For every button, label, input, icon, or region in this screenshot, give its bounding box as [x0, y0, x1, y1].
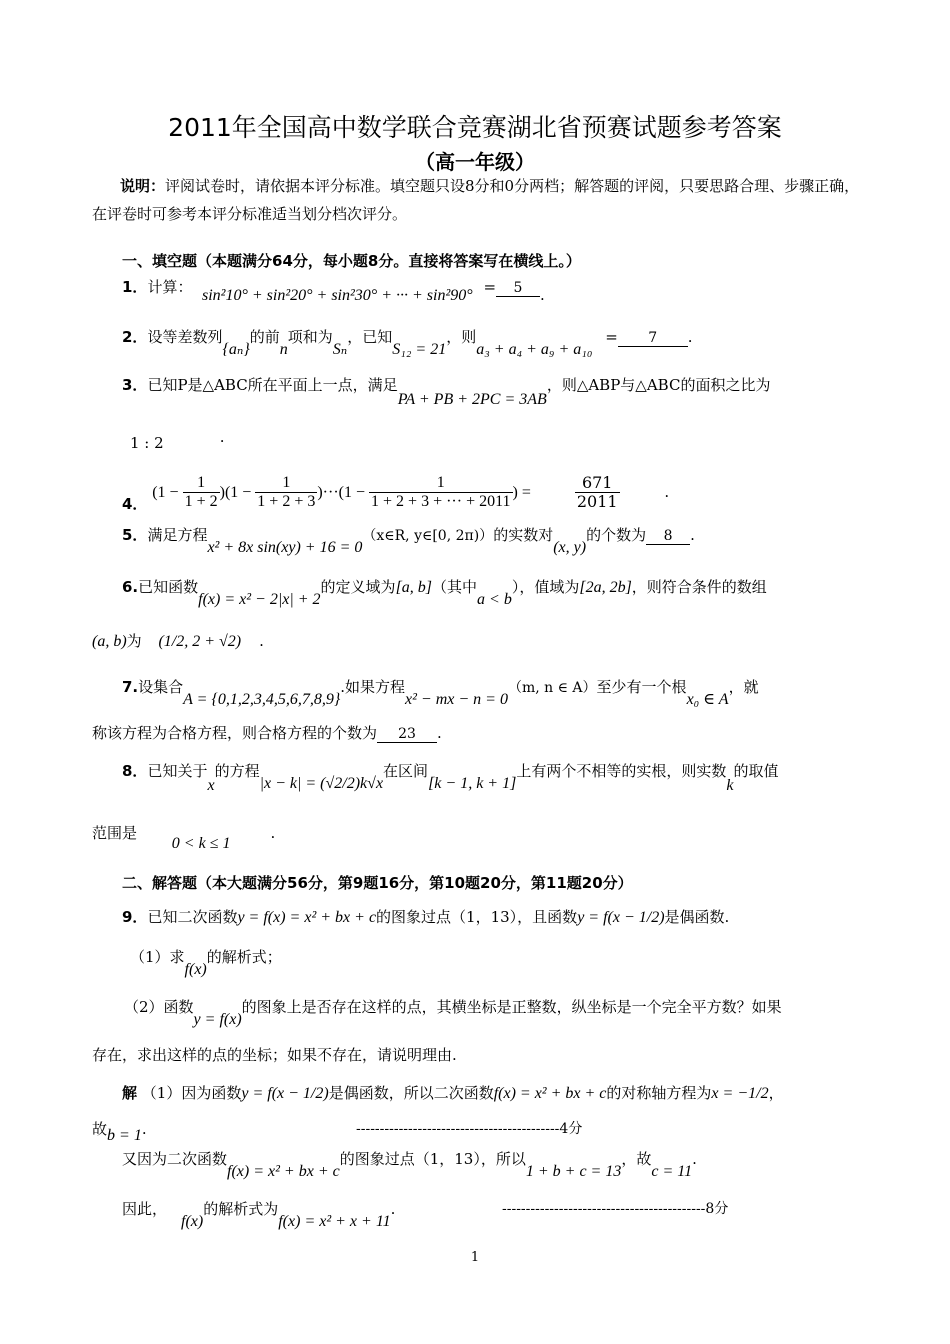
sol-l3b: f(x) = x² + bx + c — [227, 1163, 340, 1180]
q8-t5: 的取值 — [733, 762, 779, 780]
q6-t4: ），值域为 — [511, 578, 580, 596]
q5-t2: 的实数对 — [493, 526, 554, 544]
q5-number: 5． — [122, 526, 148, 544]
q4-answer — [575, 474, 620, 511]
q8-t1: 已知关于 — [147, 762, 208, 780]
q9-p2t: 的图象上是否存在这样的点，其横坐标是正整数，纵坐标是一个完全平方数？如果 — [241, 998, 782, 1016]
sol-l3c: 的图象过点（1，13），所以 — [339, 1150, 526, 1168]
q6-answer: (1/2, 2 + √2) — [158, 633, 242, 650]
q4-number: 4． — [122, 494, 148, 513]
q6-pair: (a, b) — [92, 633, 127, 650]
q2-answer: 7 — [618, 330, 688, 347]
grading-note — [92, 172, 862, 228]
solution-line-4 — [122, 1198, 862, 1230]
q2-t5: ，则 — [446, 328, 477, 346]
sol-l1f: x = −1/2 — [711, 1085, 769, 1102]
q6-t1: 已知函数 — [138, 578, 199, 596]
q2-expr: a₃ + a₄ + a₉ + a₁₀ — [476, 341, 593, 358]
q6-number: 6. — [122, 578, 139, 596]
solution-label: 解 — [122, 1084, 138, 1102]
q9-t2: 的图象过点（1，13），且函数 — [376, 908, 578, 926]
question-4: 4． (1 − $\frac{1}{1 + 2}$ )(1 − $\frac{1}{1 + 2 + 3}$ )···(1 − $\frac{1}{1 + 2 + 3 + \cdot\cdot\cdot + 2011}$ ) = $\frac{671}{2011}$ . — [122, 473, 670, 513]
sol-l3a: 又因为二次函数 — [122, 1150, 228, 1168]
q7-t2: .如果方程 — [340, 678, 406, 696]
q2-t2: 的前 — [249, 328, 280, 346]
q8-number: 8． — [122, 762, 148, 780]
q8-k: k — [726, 777, 734, 794]
q8-answer-line: 范围是 0 < k ≤ 1. — [92, 824, 276, 852]
question-7 — [122, 676, 862, 708]
q4-expr: (1 − $\frac{1}{1 + 2}$ )(1 − $\frac{1}{1 + 2 + 3}$ )···(1 − $\frac{1}{1 + 2 + 3 + \cdot\cdot\cdot + 2011}$ ) = — [152, 474, 535, 511]
q1-answer: 5 — [496, 280, 540, 297]
q6-cond: a < b — [477, 591, 512, 608]
sol-l3g: . — [692, 1150, 697, 1168]
question-5: 5．满足方程x² + 8x sin(xy) + 16 = 0（x∈R, y∈[0, 2π)）的实数对(x, y)的个数为 8 . — [122, 526, 695, 556]
q7-t1: 设集合 — [138, 678, 184, 696]
q6-t2: 的定义域为 — [320, 578, 396, 596]
page-title: 2011年全国高中数学联合竞赛湖北省预赛试题参考答案 — [168, 113, 782, 142]
note-label: 说明： — [120, 177, 166, 195]
q9-number: 9． — [122, 908, 148, 926]
q2-t1: 设等差数列 — [147, 328, 223, 346]
q8-t6: 范围是 — [92, 824, 138, 842]
page-subtitle: （高一年级） — [415, 150, 535, 174]
q7-continued: 称该方程为合格方程，则合格方程的个数为 23 . — [92, 724, 442, 742]
question-8 — [122, 760, 862, 794]
q2-n: n — [279, 341, 288, 358]
q6-answer-line: (a, b)为 (1/2, 2 + √2) . — [92, 632, 264, 650]
q6-t3: （其中 — [432, 578, 478, 596]
question-9 — [122, 906, 862, 927]
solution-line-2 — [92, 1118, 147, 1144]
q7-root: x₀ ∈ A — [686, 691, 729, 708]
q5-expr: x² + 8x sin(xy) + 16 = 0 — [207, 539, 363, 556]
q8-t3: 在区间 — [383, 762, 429, 780]
q9-p2: （2）函数 — [124, 998, 194, 1016]
sol-l4a: 因此， — [122, 1200, 168, 1218]
q2-given: S₁₂ = 21 — [392, 341, 447, 358]
q1-expr: sin²10° + sin²20° + sin²30° + ··· + sin²90° — [202, 287, 473, 304]
q7-number: 7. — [122, 678, 139, 696]
sol-l3f: c = 11 — [651, 1163, 693, 1180]
q7-t5: 称该方程为合格方程，则合格方程的个数为 — [92, 724, 378, 742]
score-8: -------------------------------------------8分 — [502, 1201, 729, 1217]
section-solutions: 二、解答题（本大题满分56分，第9题16分，第10题20分，第11题20分） — [122, 874, 633, 892]
sol-l4c: 的解析式为 — [203, 1200, 279, 1218]
q8-interval: [k − 1, k + 1] — [428, 775, 517, 792]
sol-l3e: ，故 — [621, 1150, 652, 1168]
q2-t3: 项和为 — [287, 328, 333, 346]
score-4: -------------------------------------------4分 — [356, 1121, 583, 1137]
q3-answer: 1 : 2 — [130, 434, 164, 452]
q7-set: A = {0,1,2,3,4,5,6,7,8,9} — [183, 691, 341, 708]
q2-t4: ，已知 — [347, 328, 393, 346]
section-fill-in: 一、填空题（本题满分64分，每小题8分。直接将答案写在横线上。） — [122, 252, 581, 270]
q7-answer: 23 — [377, 726, 437, 743]
q7-eq: x² − mx − n = 0 — [405, 691, 508, 708]
q1-eq: = — [483, 278, 497, 296]
q6-domain: [a, b] — [395, 579, 433, 596]
q5-t3: 的个数为 — [586, 526, 647, 544]
q7-t3: 至少有一个根 — [596, 678, 687, 696]
q7-cond: （m, n ∈ A） — [507, 680, 597, 696]
q1-number: 1． — [122, 278, 148, 296]
q9-part-2 — [124, 996, 864, 1028]
sol-l1d: f(x) = x² + bx + c — [493, 1085, 607, 1102]
q8-eq: |x − k| = (√2/2)k√x — [259, 775, 384, 792]
sol-l1e: 的对称轴方程为 — [606, 1084, 712, 1102]
q6-t6: 为 — [126, 632, 142, 650]
solution-line-1 — [122, 1082, 862, 1103]
sol-l1c: 是偶函数，所以二次函数 — [328, 1084, 494, 1102]
q6-expr: f(x) = x² − 2|x| + 2 — [198, 591, 321, 608]
q9-f: y = f(x) = x² + bx + c — [237, 909, 377, 926]
q9-t1: 已知二次函数 — [147, 908, 238, 926]
q8-x: x — [207, 777, 215, 794]
solution-line-3 — [122, 1148, 862, 1180]
sol-l4d: f(x) = x² + x + 11 — [278, 1213, 391, 1230]
question-2: 2．设等差数列{aₙ}的前n项和为Sₙ，已知S₁₂ = 21，则a₃ + a₄ + a₉ + a₁₀ = 7 . — [122, 328, 693, 358]
note-text: 评阅试卷时，请依据本评分标准。填空题只设8分和0分两档；解答题的评阅，只要思路合理、步骤正确，在评卷时可参考本评分标准适当划分档次评分。 — [92, 177, 860, 223]
sol-l1a: （1）因为函数 — [141, 1084, 242, 1102]
q9-t3: 是偶函数. — [664, 908, 730, 926]
q4-answer-num: 671 — [575, 474, 620, 493]
sol-l3d: 1 + b + c = 13 — [525, 1163, 622, 1180]
q9-g: y = f(x − 1/2) — [577, 909, 665, 926]
q3-expr: PA + PB + 2PC = 3AB — [397, 391, 547, 408]
q2-number: 2． — [122, 328, 148, 346]
question-6 — [122, 576, 862, 608]
q3-t1: 已知P是△ABC所在平面上一点，满足 — [147, 376, 398, 394]
q8-t2: 的方程 — [214, 762, 260, 780]
q9-p1t: 的解析式； — [206, 948, 282, 966]
q1-text: 计算： — [147, 278, 193, 296]
q4-answer-den: 2011 — [576, 492, 618, 511]
sol-l1g: ， — [768, 1084, 784, 1102]
page-number: 1 — [470, 1250, 480, 1265]
q8-t4: 上有两个不相等的实根，则实数 — [516, 762, 727, 780]
q5-pair: (x, y) — [553, 539, 587, 556]
q2-eq: = — [605, 328, 618, 346]
q3-answer-line: 1 : 2 . — [130, 428, 225, 452]
q7-t4: ，就 — [728, 678, 759, 696]
q6-range: [2a, 2b] — [579, 579, 632, 596]
q9-p1: （1）求 — [130, 948, 185, 966]
sol-l4b: f(x) — [181, 1213, 204, 1230]
q9-part-1 — [130, 946, 870, 978]
sol-l4e: . — [390, 1200, 396, 1218]
q1-formula: sin²10° + sin²20° + sin²30° + ··· + sin²90° = 5 . — [202, 278, 545, 304]
q8-answer: 0 < k ≤ 1 — [171, 835, 231, 852]
question-3 — [122, 374, 862, 408]
q9-p1f: f(x) — [184, 961, 207, 978]
q3-number: 3． — [122, 376, 148, 394]
q2-sn: Sₙ — [332, 341, 348, 358]
sol-l2b: b = 1 — [107, 1127, 142, 1144]
sol-l1b: y = f(x − 1/2) — [241, 1085, 329, 1102]
q3-t2: ，则△ABP与△ABC的面积之比为 — [546, 376, 771, 394]
q5-cond: （x∈R, y∈[0, 2π)） — [362, 528, 494, 544]
q5-t1: 满足方程 — [147, 526, 208, 544]
sol-l2a: 故 — [92, 1120, 108, 1138]
sol-l2c: . — [141, 1120, 147, 1138]
q9-part-2-continued: 存在，求出这样的点的坐标；如果不存在，请说明理由. — [92, 1046, 457, 1064]
q6-t5: ，则符合条件的数组 — [631, 578, 767, 596]
q9-p2f: y = f(x) — [193, 1011, 242, 1028]
q2-seq: {aₙ} — [222, 341, 250, 358]
q5-answer: 8 — [646, 528, 690, 545]
